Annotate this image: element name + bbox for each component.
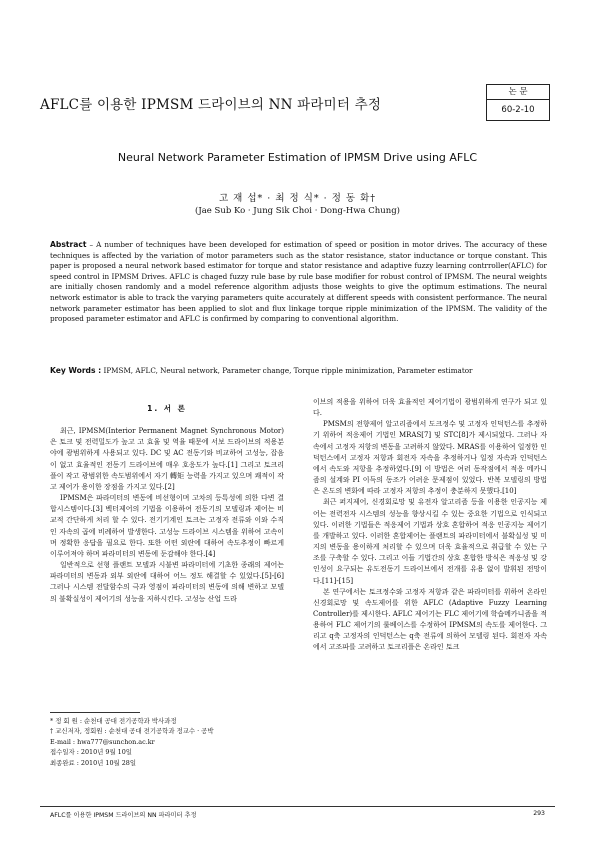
footer-divider xyxy=(40,806,555,807)
footnote-accepted-date: 최종완료 : 2010년 10월 28일 xyxy=(50,758,137,767)
footnote-received-date: 접수일자 : 2010년 9월 10일 xyxy=(50,748,132,757)
keywords-label: Key Words : xyxy=(50,366,102,375)
footnote-corresponding-author: † 교신저자, 정회원 : 순천대 공대 전기공학과 정교수 · 공박 xyxy=(50,727,214,736)
abstract xyxy=(50,240,547,325)
body-paragraph: IPMSM은 파라미터의 변동에 비선형이며 고차의 등특성에 의한 다변 결합시스템이다.[3] 벡터제어의 기법을 이용하여 전동기의 모델링과 제어는 비교적 간단하게 처리 할 수 있다. 전기기계인 토크는 고정자 전류와 이와 수직인 자속의 곱에 비례하여 발생한다. 고성능 드라이브 시스템을 위하여 고속이며 정확한 응답을 필요로 한다. 또한 어떤 외란에 대하여 속도추정이 빠르게 이루어져야 하며 파라미터의 변동에 둔감해야 한다.[4] xyxy=(50,494,284,558)
body-paragraph: PMSM의 전향제어 알고리즘에서 도크정수 및 고정자 인덕턴스를 추정하기 위하여 적응제어 기법인 MRAS[7] 및 STC[8]가 제시되었다. 그러나 자속에서 고정자 저항의 변동을 고려하지 않았다. MRAS를 이용하여 일정한 인덕턴스에서 고정자 저항과 회전자 자속을 추정하거나 일정 자속과 인덕턴스에서 속도와 저항을 추정하였다.[9] 이 방법은 여러 동작점에서 적응 메카니즘의 설계와 PI 이득의 동조가 어려운 문제점이 있었다. 반복 모델링의 방법은 온도의 변화에 따라 고정자 저항의 추정이 충분하지 못했다.[10] xyxy=(313,420,547,496)
running-footer-title: AFLC를 이용한 IPMSM 드라이브의 NN 파라미터 추정 xyxy=(50,812,197,819)
abstract-label: Abstract xyxy=(50,240,87,249)
abstract-text: – A number of techniques have been developed for estimation of speed or position in motor drives. The accuracy of these techniques is affected by the variation of motor parameters such as the stator resistance, stator inductance or torque constant. This paper is proposed a neural network based estimator for torque and stator resistance and adaptive fuzzy learning contrroller(AFLC) for speed control in IPMSM Drives. AFLC is chaged fuzzy rule base by rule base modifier for robust control of IPMSM. The neural weights are initially chosen randomly and a model reference algorithm adjusts those weights to give the optimum estimations. The neural network estimator is able to track the varying parameters quite accurately at different speeds with consistent performance. The neural network parameter estimator has been applied to slot and flux linkage torque ripple minimization of the IPMSM. The validity of the proposed parameter estimator and AFLC is confirmed by comparing to conventional algorithm. xyxy=(50,240,547,324)
paper-title-korean: AFLC를 이용한 IPMSM 드라이브의 NN 파라미터 추정 xyxy=(40,97,382,113)
keywords-text: IPMSM, AFLC, Neural network, Parameter change, Torque ripple minimization, Parameter estimator xyxy=(101,366,473,375)
footnote-author-member: * 정 회 원 : 순천대 공대 전기공학과 박사과정 xyxy=(50,717,177,725)
footnote-divider xyxy=(50,712,140,713)
paper-type-badge xyxy=(486,84,550,121)
authors-korean: 고 재 섭* · 최 정 식* · 정 동 화† xyxy=(218,193,377,204)
body-paragraph: 이브의 적용을 위하여 더욱 효율적인 제어기법이 광범위하게 연구가 되고 있다. xyxy=(313,398,547,418)
footnote-email: E-mail : hwa777@sunchon.ac.kr xyxy=(50,737,155,746)
section-heading-introduction: 1. 서 론 xyxy=(147,404,187,413)
body-paragraph: 최근 퍼지제어, 신경회로망 및 유전자 알고리즘 등을 이용한 인공지능 제어는 전력전자 시스템의 성능을 향상시킬 수 있는 중요한 기법으로 인식되고 있다. 이러한 기법들은 적응제어 기법과 상호 혼합하여 적응 인공지능 제어기를 개발하고 있다. 이러한 혼합제어는 플랜트의 파라미터에서 불확실성 및 미지의 변동을 용이하게 처리할 수 있으며 더욱 효율적으로 취급할 수 있는 구조를 구축할 수 있다. 그리고 이들 기법간의 상호 혼합한 방식은 적응성 및 강인성이 요구되는 유도전동기 드라이브에서 전개를 유용 없이 발휘된 전망이다.[11]-[15] xyxy=(313,498,547,585)
keywords xyxy=(50,366,547,375)
body-paragraph: 본 연구에서는 토크정수와 고정자 저항과 같은 파라미터를 위하여 온라인 신경회로망 및 속도제어를 위한 AFLC (Adaptive Fuzzy Learning Controller)를 제시한다. AFLC 제어기는 FLC 제어기에 학습메카니즘을 적용하여 FLC 제어기의 룰베이스를 수정하여 IPMSM의 속도를 제어한다. 그리고 q축 고정자의 인덕턴스는 q축 전류에 의하여 모델링 된다. 회전자 자속에서 고조파를 고려하고 토크리플은 온라인 토크 xyxy=(313,587,547,652)
authors-english: (Jae Sub Ko · Jung Sik Choi · Dong-Hwa Chung) xyxy=(195,206,400,216)
footnotes xyxy=(50,716,290,768)
body-paragraph: 최근, IPMSM(Interior Permanent Magnet Synchronous Motor)은 토크 및 전력밀도가 높고 고 효율 및 역율 때문에 서보 드라이브의 적용분야에 광범위하게 사용되고 있다. DC 및 AC 전동기와 비교하여 고성능, 잡음이 없고 효율적인 전동기 드라이브에 매우 호응도가 높다.[1] 그리고 토크리플이 작고 광범위한 속도범위에서 자기 轉矩 능력을 가지고 있으며 쾌적이 작고 제어가 용이한 장점을 가지고 있다.[2] xyxy=(50,427,284,491)
body-column-left xyxy=(50,397,284,605)
paper-number: 60-2-10 xyxy=(501,105,535,115)
paper-title-english: Neural Network Parameter Estimation of IPMSM Drive using AFLC xyxy=(117,151,478,164)
body-column-right xyxy=(313,397,547,654)
page-number: 293 xyxy=(533,810,545,817)
body-paragraph: 일반적으로 선형 플랜트 모델과 시불변 파라미터에 기초한 종래의 제어는 파라미터의 변동과 외부 외란에 대하여 어느 정도 해결할 수 있었다.[5]-[6] 그러나 시스템 전달함수의 극과 영점이 파라미터의 변동에 의해 변하고 모델의 불확실성이 제어기의 성능을 저하시킨다. 고성능 산업 드라 xyxy=(50,561,284,603)
paper-type-label: 논 문 xyxy=(487,85,549,100)
